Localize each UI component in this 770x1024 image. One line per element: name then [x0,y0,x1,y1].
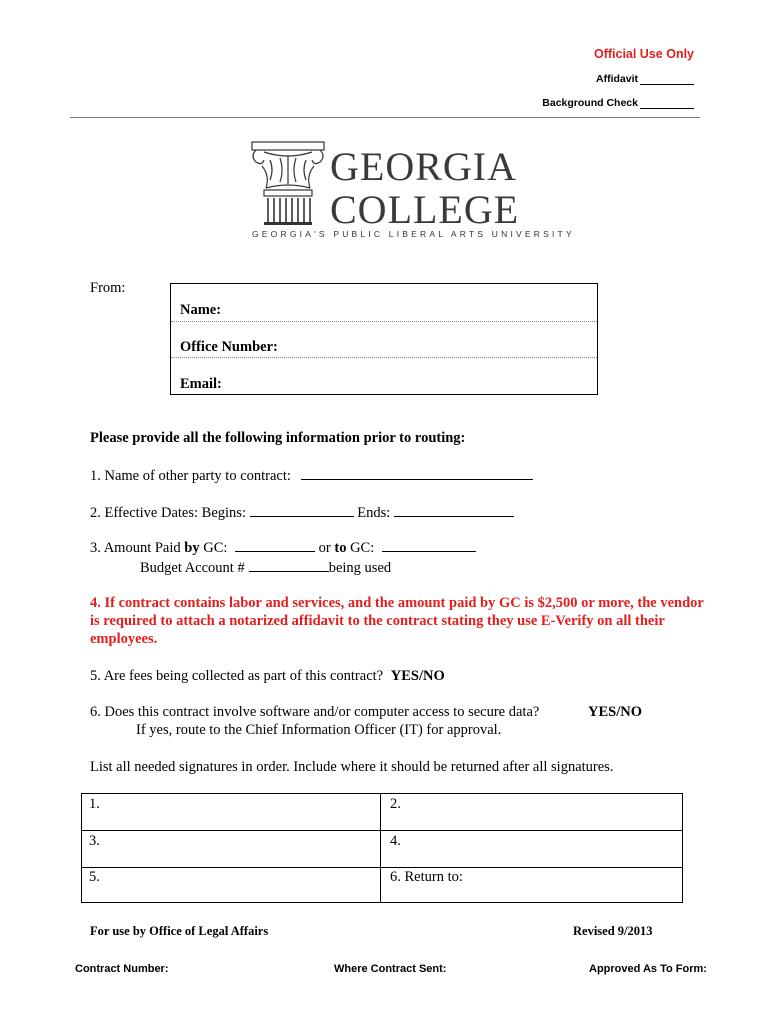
item-6-yes-no[interactable]: YES/NO [588,704,642,720]
item-2-ends-label: Ends: [357,505,391,521]
signatures-table [81,793,683,903]
amount-paid-label: 3. Amount Paid [90,540,185,556]
item-5-yes-no[interactable]: YES/NO [390,668,445,684]
where-contract-sent-label: Where Contract Sent: [334,963,447,975]
affidavit-blank[interactable] [640,73,694,85]
approved-as-to-form-label: Approved As To Form: [589,963,707,975]
signatures-row-divider [81,830,683,831]
signature-cell-5[interactable]: 5. [89,869,100,885]
from-row-divider [171,321,597,322]
legal-affairs-note: For use by Office of Legal Affairs [90,924,269,938]
item-5 [90,668,445,685]
item-5-label: 5. Are fees being collected as part of this contract? [90,668,384,684]
logo [250,140,326,231]
begins-date-blank[interactable] [250,503,354,517]
being-used-label: being used [328,560,392,576]
item-6-note: If yes, route to the Chief Information Officer (IT) for approval. [136,722,502,738]
item-2-begins-label: 2. Effective Dates: Begins: [90,505,246,521]
instructions-heading: Please provide all the following information prior to routing: [90,430,466,446]
official-use-title: Official Use Only [593,47,694,61]
amount-paid-gc: GC: [199,540,228,556]
background-check-blank[interactable] [640,97,694,109]
signature-cell-3[interactable]: 3. [89,833,100,849]
other-party-blank[interactable] [301,466,533,480]
column-capital-icon [250,140,326,226]
amount-paid-gc2: GC: [346,540,375,556]
name-field[interactable]: Name: [180,302,222,318]
item-3 [90,538,476,557]
background-check-line [542,97,694,109]
affidavit-line [596,73,694,85]
ends-date-blank[interactable] [394,503,514,517]
item-6-label: 6. Does this contract involve software and/or computer access to secure data? [90,704,540,720]
paid-to-gc-blank[interactable] [382,538,476,552]
amount-paid-to: to [334,540,347,556]
signature-cell-1[interactable]: 1. [89,796,100,812]
budget-account-blank[interactable] [249,558,329,572]
signature-cell-4[interactable]: 4. [390,833,401,849]
item-2 [90,503,514,522]
logo-college: COLLEGE [330,187,520,232]
paid-by-gc-blank[interactable] [235,538,315,552]
amount-or: or [318,540,335,556]
signature-cell-2[interactable]: 2. [390,796,401,812]
signature-cell-return-to[interactable]: 6. Return to: [390,869,463,885]
header-divider [70,117,700,118]
office-number-field[interactable]: Office Number: [180,339,278,355]
budget-account [140,558,391,577]
logo-tagline: GEORGIA'S PUBLIC LIBERAL ARTS UNIVERSITY [252,229,575,239]
item-4-everify-notice: 4. If contract contains labor and services, and the amount paid by GC is $2,500 or more, the vendor is required to attach a notarized affidavit to the contract stating they use E-Verify on all their employees. [90,595,704,647]
signatures-row-divider [81,867,683,868]
from-row-divider [171,357,597,358]
item-1 [90,466,533,485]
contract-number-label: Contract Number: [75,963,169,975]
email-field[interactable]: Email: [180,376,222,392]
signatures-intro: List all needed signatures in order. Include where it should be returned after all signatures. [90,759,614,775]
budget-account-label: Budget Account # [140,560,245,576]
from-label: From: [90,280,126,296]
affidavit-label: Affidavit [596,73,638,85]
revised-date: Revised 9/2013 [573,924,653,938]
amount-paid-by: by [184,540,200,556]
signatures-table-divider [380,793,381,903]
item-1-label: 1. Name of other party to contract: [90,468,291,484]
logo-georgia: GEORGIA [330,144,517,189]
background-check-label: Background Check [542,97,638,109]
